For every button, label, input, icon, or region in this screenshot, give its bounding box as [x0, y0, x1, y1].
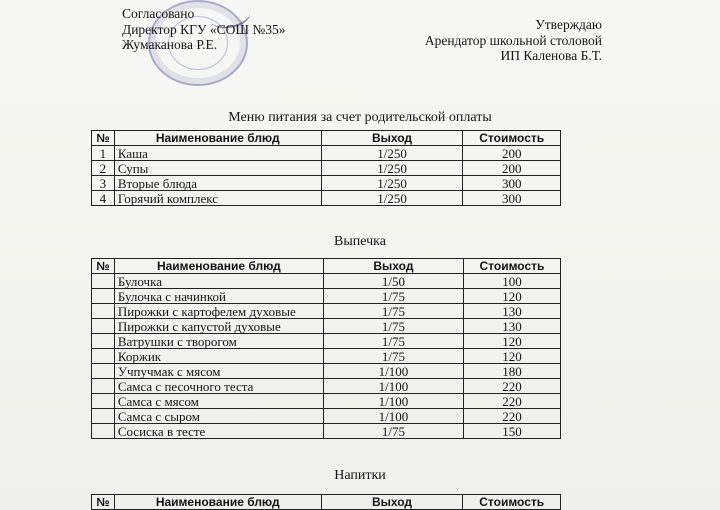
cell-no	[92, 304, 115, 319]
cell-name: Коржик	[114, 349, 323, 364]
cell-no	[92, 334, 115, 349]
cell-no: 2	[92, 161, 115, 176]
cell-no	[92, 319, 115, 334]
table-row	[92, 379, 561, 394]
menu-table	[91, 130, 561, 206]
cell-no: 3	[92, 176, 115, 191]
header-output: Выход	[321, 131, 463, 146]
table-row	[92, 146, 561, 161]
cell-no	[92, 349, 115, 364]
cell-name: Сосиска в тесте	[114, 424, 323, 439]
table-row	[92, 191, 561, 206]
cell-cost: 220	[463, 394, 560, 409]
cell-no	[92, 409, 115, 424]
menu-title: Меню питания за счет родительской оплаты	[228, 110, 492, 125]
cell-no	[92, 289, 115, 304]
cell-name: Самса с сыром	[114, 409, 323, 424]
cell-no	[92, 394, 115, 409]
cell-output: 1/75	[323, 319, 463, 334]
approval-right-line3: ИП Каленова Б.Т.	[500, 48, 602, 63]
approval-right-line2: Арендатор школьной столовой	[424, 32, 602, 48]
cell-output: 1/75	[323, 424, 463, 439]
cell-output: 1/250	[321, 176, 463, 191]
header-output: Выход	[321, 495, 463, 510]
cell-cost: 200	[463, 161, 561, 176]
header-no: №	[92, 131, 115, 146]
table-row	[92, 176, 561, 191]
cell-output: 1/250	[321, 146, 463, 161]
table-row	[92, 334, 561, 349]
cell-cost: 100	[463, 274, 560, 289]
cell-output: 1/75	[323, 349, 463, 364]
cell-output: 1/75	[323, 334, 463, 349]
table-header-row	[92, 259, 561, 274]
cell-cost: 300	[463, 191, 561, 206]
cell-output: 1/75	[323, 304, 463, 319]
table-row	[92, 289, 561, 304]
cell-cost: 180	[463, 364, 560, 379]
cell-output: 1/100	[323, 394, 463, 409]
cell-output: 1/250	[321, 191, 463, 206]
header-no: №	[92, 495, 115, 510]
cell-name: Каша	[114, 146, 321, 161]
cell-cost: 220	[463, 409, 560, 424]
table-row	[92, 349, 561, 364]
table-row	[92, 409, 561, 424]
cell-name: Булочка с начинкой	[114, 289, 323, 304]
header-cost: Стоимость	[463, 495, 561, 510]
cell-cost: 120	[463, 334, 560, 349]
cell-name: Горячий комплекс	[114, 191, 321, 206]
header-cost: Стоимость	[463, 131, 561, 146]
cell-name: Самса с песочного теста	[114, 379, 323, 394]
table-row	[92, 304, 561, 319]
header-output: Выход	[323, 259, 463, 274]
cell-name: Пирожки с картофелем духовые	[114, 304, 323, 319]
cell-cost: 300	[463, 176, 561, 191]
cell-no	[92, 364, 115, 379]
table-header-row	[92, 131, 561, 146]
table-header-row	[92, 495, 561, 510]
header-cost: Стоимость	[463, 259, 560, 274]
table-row	[92, 424, 561, 439]
table-row	[92, 364, 561, 379]
cell-no: 1	[92, 146, 115, 161]
table-row	[92, 274, 561, 289]
cell-name: Булочка	[114, 274, 323, 289]
cell-cost: 120	[463, 289, 560, 304]
header-name: Наименование блюд	[114, 495, 321, 510]
cell-no: 4	[92, 191, 115, 206]
cell-cost: 150	[463, 424, 560, 439]
table-row	[92, 319, 561, 334]
cell-name: Вторые блюда	[114, 176, 321, 191]
cell-output: 1/100	[323, 364, 463, 379]
cell-cost: 130	[463, 304, 560, 319]
cell-cost: 220	[463, 379, 560, 394]
cell-output: 1/100	[323, 379, 463, 394]
cell-no	[92, 274, 115, 289]
cell-cost: 120	[463, 349, 560, 364]
header-no: №	[92, 259, 115, 274]
cell-name: Супы	[114, 161, 321, 176]
approval-left-line3: Жумаканова Р.Е.	[122, 37, 218, 52]
drinks-title: Напитки	[334, 468, 386, 483]
cell-cost: 130	[463, 319, 560, 334]
table-row	[92, 161, 561, 176]
cell-name: Учпучмак с мясом	[114, 364, 323, 379]
table-row	[92, 394, 561, 409]
cell-name: Пирожки с капустой духовые	[114, 319, 323, 334]
approval-left-line1: Согласовано	[122, 6, 195, 21]
cell-output: 1/100	[323, 409, 463, 424]
cell-output: 1/75	[323, 289, 463, 304]
approval-block-left	[122, 6, 286, 53]
drinks-table	[91, 494, 561, 510]
approval-left-line2: Директор КГУ «СОШ №35»	[122, 21, 286, 37]
approval-block-right	[425, 17, 602, 64]
header-name: Наименование блюд	[114, 259, 323, 274]
cell-name: Самса с мясом	[114, 394, 323, 409]
bakery-title: Выпечка	[334, 234, 386, 249]
approval-right-line1: Утверждаю	[535, 17, 602, 32]
cell-no	[92, 424, 115, 439]
cell-name: Ватрушки с творогом	[114, 334, 323, 349]
cell-no	[92, 379, 115, 394]
cell-output: 1/50	[323, 274, 463, 289]
bakery-table	[91, 258, 561, 439]
cell-cost: 200	[463, 146, 561, 161]
cell-output: 1/250	[321, 161, 463, 176]
header-name: Наименование блюд	[114, 131, 321, 146]
